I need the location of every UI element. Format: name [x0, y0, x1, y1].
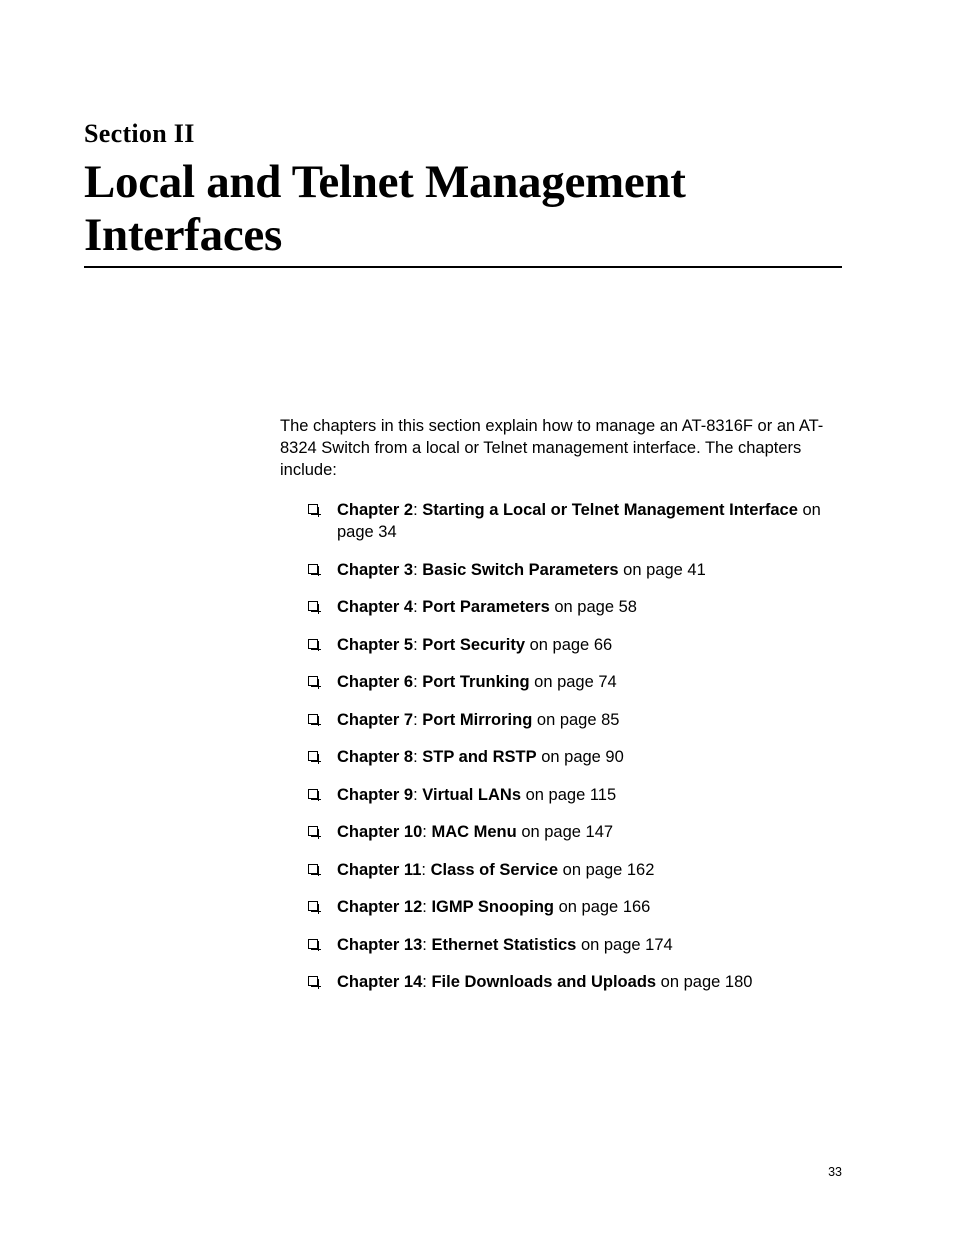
list-item: [308, 859, 848, 881]
checkbox-bullet-icon: [308, 976, 318, 986]
list-item: [308, 559, 848, 581]
chapter-name: MAC Menu: [431, 823, 517, 841]
chapter-separator: :: [413, 501, 418, 519]
chapter-page-ref: on page 34: [337, 501, 821, 541]
checkbox-bullet-icon: [308, 676, 318, 686]
chapter-page-ref: on page 174: [580, 935, 673, 954]
chapter-separator: :: [413, 598, 418, 616]
chapter-separator: :: [422, 898, 427, 916]
chapter-number: Chapter 3: [337, 560, 414, 579]
chapter-name: Ethernet Statistics: [431, 935, 577, 954]
chapter-number: Chapter 8: [337, 748, 414, 766]
list-item: [308, 671, 848, 693]
list-item: [308, 499, 848, 543]
chapter-page-ref: on page 166: [558, 898, 651, 916]
chapter-separator: :: [413, 635, 418, 654]
chapter-name: Starting a Local or Telnet Management Interface: [422, 501, 798, 519]
chapter-name: STP and RSTP: [422, 748, 537, 766]
checkbox-bullet-icon: [308, 789, 318, 799]
chapter-page-ref: on page 85: [536, 710, 620, 729]
chapter-name: File Downloads and Uploads: [431, 973, 657, 991]
chapter-page-ref: on page 66: [529, 635, 613, 654]
chapter-number: Chapter 10: [337, 823, 423, 841]
chapter-page-ref: on page 74: [534, 673, 617, 691]
intro-paragraph: The chapters in this section explain how to manage an AT-8316F or an AT-8324 Switch from a local or Telnet management interface. The chapters include:: [280, 417, 824, 479]
checkbox-bullet-icon: [308, 864, 318, 874]
checkbox-bullet-icon: [308, 901, 318, 911]
list-item: [308, 971, 848, 993]
chapter-separator: :: [422, 823, 427, 841]
chapter-number: Chapter 4: [337, 598, 414, 616]
chapter-name: IGMP Snooping: [431, 898, 554, 916]
chapter-name: Basic Switch Parameters: [422, 560, 619, 579]
chapter-name: Port Mirroring: [422, 710, 533, 729]
page-number: 33: [828, 1165, 842, 1179]
list-item: [308, 596, 848, 618]
section-label: Section II: [84, 119, 195, 148]
chapter-name: Port Security: [422, 635, 525, 654]
chapter-number: Chapter 12: [337, 898, 423, 916]
chapter-number: Chapter 9: [337, 785, 414, 804]
chapter-name: Port Parameters: [422, 598, 550, 616]
chapter-page-ref: on page 180: [660, 973, 753, 991]
chapter-number: Chapter 2: [337, 501, 414, 519]
title-divider: [84, 266, 842, 268]
chapter-number: Chapter 6: [337, 673, 414, 691]
chapter-separator: :: [413, 560, 418, 579]
checkbox-bullet-icon: [308, 826, 318, 836]
chapter-name: Virtual LANs: [422, 785, 522, 804]
chapter-page-ref: on page 147: [521, 823, 614, 841]
list-item: [308, 709, 848, 731]
chapter-number: Chapter 11: [337, 860, 422, 879]
chapter-page-ref: on page 115: [525, 785, 617, 804]
checkbox-bullet-icon: [308, 504, 318, 514]
chapter-list: [308, 499, 848, 1009]
chapter-separator: :: [421, 860, 426, 879]
chapter-separator: :: [422, 935, 427, 954]
chapter-number: Chapter 14: [337, 973, 423, 991]
checkbox-bullet-icon: [308, 939, 318, 949]
page-title: Local and Telnet Management Interfaces: [84, 156, 686, 261]
checkbox-bullet-icon: [308, 564, 318, 574]
checkbox-bullet-icon: [308, 601, 318, 611]
chapter-number: Chapter 7: [337, 710, 414, 729]
chapter-page-ref: on page 90: [541, 748, 624, 766]
chapter-number: Chapter 5: [337, 635, 414, 654]
chapter-separator: :: [422, 973, 427, 991]
list-item: [308, 784, 848, 806]
list-item: [308, 934, 848, 956]
list-item: [308, 634, 848, 656]
chapter-separator: :: [413, 673, 418, 691]
chapter-separator: :: [413, 748, 418, 766]
chapter-separator: :: [413, 785, 418, 804]
list-item: [308, 821, 848, 843]
checkbox-bullet-icon: [308, 639, 318, 649]
chapter-name: Class of Service: [430, 860, 559, 879]
chapter-separator: :: [413, 710, 418, 729]
chapter-page-ref: on page 41: [623, 560, 706, 579]
chapter-number: Chapter 13: [337, 935, 423, 954]
checkbox-bullet-icon: [308, 751, 318, 761]
list-item: [308, 746, 848, 768]
chapter-page-ref: on page 58: [554, 598, 637, 616]
chapter-name: Port Trunking: [422, 673, 530, 691]
checkbox-bullet-icon: [308, 714, 318, 724]
chapter-page-ref: on page 162: [562, 860, 655, 879]
list-item: [308, 896, 848, 918]
